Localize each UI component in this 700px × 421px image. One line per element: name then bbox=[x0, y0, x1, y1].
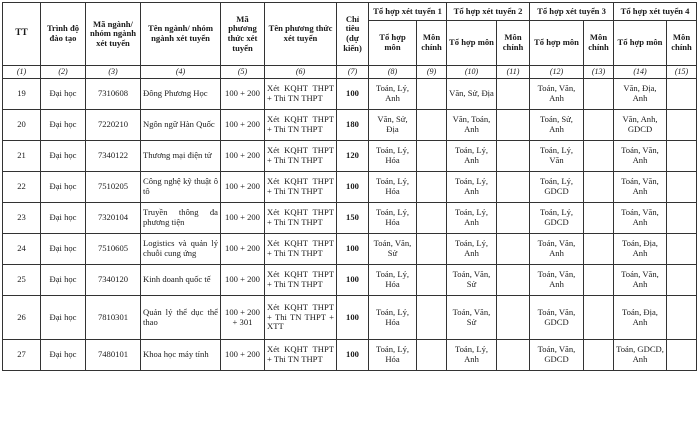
header-mon-chinh: Môn chính bbox=[497, 21, 530, 66]
cell-method-name: Xét KQHT THPT + Thi TN THPT bbox=[265, 234, 337, 265]
table-row bbox=[3, 203, 697, 234]
cell-combo-2: Toán, Văn, Sử bbox=[447, 296, 497, 340]
cell-major-name: Logistics và quản lý chuỗi cung ứng bbox=[141, 234, 221, 265]
cell-level: Đại học bbox=[41, 79, 86, 110]
column-number: (14) bbox=[614, 66, 667, 79]
cell-combo-3: Toán, Văn, Anh bbox=[530, 79, 584, 110]
cell-combo-2: Toán, Lý, Anh bbox=[447, 203, 497, 234]
cell-main-3 bbox=[584, 265, 614, 296]
cell-combo-2: Toán, Văn, Sử bbox=[447, 265, 497, 296]
cell-combo-4: Toán, Văn, Anh bbox=[614, 203, 667, 234]
column-number: (2) bbox=[41, 66, 86, 79]
cell-level: Đại học bbox=[41, 340, 86, 371]
cell-combo-4: Văn, Anh, GDCD bbox=[614, 110, 667, 141]
cell-main-2 bbox=[497, 234, 530, 265]
cell-major-name: Khoa học máy tính bbox=[141, 340, 221, 371]
cell-main-1 bbox=[417, 172, 447, 203]
cell-code: 7510605 bbox=[86, 234, 141, 265]
cell-quota: 100 bbox=[337, 79, 369, 110]
cell-combo-1: Toán, Văn, Sử bbox=[369, 234, 417, 265]
cell-tt: 19 bbox=[3, 79, 41, 110]
cell-combo-1: Toán, Lý, Hóa bbox=[369, 203, 417, 234]
cell-code: 7810301 bbox=[86, 296, 141, 340]
cell-main-2 bbox=[497, 203, 530, 234]
cell-quota: 100 bbox=[337, 234, 369, 265]
header-to-hop-3: Tổ hợp xét tuyển 3 bbox=[530, 3, 614, 21]
table-row bbox=[3, 296, 697, 340]
admissions-table bbox=[2, 2, 697, 371]
cell-code: 7220210 bbox=[86, 110, 141, 141]
header-row-1 bbox=[3, 3, 697, 21]
cell-combo-3: Toán, Sử, Anh bbox=[530, 110, 584, 141]
cell-combo-2: Toán, Lý, Anh bbox=[447, 234, 497, 265]
cell-combo-4: Toán, GDCD, Anh bbox=[614, 340, 667, 371]
cell-major-name: Ngôn ngữ Hàn Quốc bbox=[141, 110, 221, 141]
cell-combo-4: Toán, Địa, Anh bbox=[614, 296, 667, 340]
cell-tt: 20 bbox=[3, 110, 41, 141]
cell-main-4 bbox=[667, 234, 697, 265]
column-number: (13) bbox=[584, 66, 614, 79]
cell-combo-1: Toán, Lý, Anh bbox=[369, 79, 417, 110]
cell-combo-4: Toán, Văn, Anh bbox=[614, 172, 667, 203]
cell-combo-4: Toán, Văn, Anh bbox=[614, 265, 667, 296]
column-number: (10) bbox=[447, 66, 497, 79]
cell-main-3 bbox=[584, 203, 614, 234]
table-row bbox=[3, 110, 697, 141]
column-number: (9) bbox=[417, 66, 447, 79]
table-row bbox=[3, 234, 697, 265]
cell-tt: 21 bbox=[3, 141, 41, 172]
cell-combo-1: Toán, Lý, Hóa bbox=[369, 340, 417, 371]
header-chi-tieu: Chỉ tiêu (dự kiến) bbox=[337, 3, 369, 66]
cell-main-1 bbox=[417, 265, 447, 296]
cell-method-code: 100 + 200 bbox=[221, 340, 265, 371]
cell-main-4 bbox=[667, 110, 697, 141]
cell-main-2 bbox=[497, 172, 530, 203]
column-number: (5) bbox=[221, 66, 265, 79]
cell-main-1 bbox=[417, 234, 447, 265]
cell-method-name: Xét KQHT THPT + Thi TN THPT bbox=[265, 265, 337, 296]
admissions-table-sheet bbox=[2, 2, 697, 371]
header-to-hop-mon: Tổ hợp môn bbox=[447, 21, 497, 66]
cell-combo-2: Văn, Sử, Địa bbox=[447, 79, 497, 110]
cell-code: 7310608 bbox=[86, 79, 141, 110]
header-trinh-do: Trình độ đào tạo bbox=[41, 3, 86, 66]
header-to-hop-mon: Tổ hợp môn bbox=[614, 21, 667, 66]
cell-method-name: Xét KQHT THPT + Thi TN THPT bbox=[265, 340, 337, 371]
cell-method-name: Xét KQHT THPT + Thi TN THPT bbox=[265, 141, 337, 172]
header-ma-phuong-thuc: Mã phương thức xét tuyển bbox=[221, 3, 265, 66]
header-tt: TT bbox=[3, 3, 41, 66]
cell-quota: 150 bbox=[337, 203, 369, 234]
table-row bbox=[3, 141, 697, 172]
cell-combo-4: Văn, Địa, Anh bbox=[614, 79, 667, 110]
header-to-hop-mon: Tổ hợp môn bbox=[530, 21, 584, 66]
cell-combo-1: Toán, Lý, Hóa bbox=[369, 141, 417, 172]
cell-main-2 bbox=[497, 141, 530, 172]
header-mon-chinh: Môn chính bbox=[417, 21, 447, 66]
header-mon-chinh: Môn chính bbox=[584, 21, 614, 66]
cell-method-code: 100 + 200 bbox=[221, 234, 265, 265]
cell-major-name: Đông Phương Học bbox=[141, 79, 221, 110]
header-mon-chinh: Môn chính bbox=[667, 21, 697, 66]
cell-method-code: 100 + 200 bbox=[221, 203, 265, 234]
cell-quota: 180 bbox=[337, 110, 369, 141]
column-number: (1) bbox=[3, 66, 41, 79]
cell-main-3 bbox=[584, 296, 614, 340]
header-to-hop-4: Tổ hợp xét tuyển 4 bbox=[614, 3, 697, 21]
cell-main-4 bbox=[667, 172, 697, 203]
cell-tt: 25 bbox=[3, 265, 41, 296]
cell-main-1 bbox=[417, 296, 447, 340]
cell-method-name: Xét KQHT THPT + Thi TN THPT bbox=[265, 110, 337, 141]
cell-main-4 bbox=[667, 141, 697, 172]
cell-tt: 26 bbox=[3, 296, 41, 340]
cell-method-code: 100 + 200 + 301 bbox=[221, 296, 265, 340]
cell-main-3 bbox=[584, 141, 614, 172]
table-row bbox=[3, 340, 697, 371]
cell-main-2 bbox=[497, 265, 530, 296]
cell-level: Đại học bbox=[41, 110, 86, 141]
cell-method-code: 100 + 200 bbox=[221, 110, 265, 141]
cell-quota: 100 bbox=[337, 172, 369, 203]
cell-method-name: Xét KQHT THPT + Thi TN THPT bbox=[265, 79, 337, 110]
cell-main-1 bbox=[417, 203, 447, 234]
cell-code: 7510205 bbox=[86, 172, 141, 203]
table-row bbox=[3, 172, 697, 203]
cell-code: 7340120 bbox=[86, 265, 141, 296]
cell-main-4 bbox=[667, 296, 697, 340]
cell-tt: 27 bbox=[3, 340, 41, 371]
cell-major-name: Thương mại điện tử bbox=[141, 141, 221, 172]
cell-combo-3: Toán, Lý, GDCD bbox=[530, 172, 584, 203]
cell-major-name: Kinh doanh quốc tế bbox=[141, 265, 221, 296]
column-number-row bbox=[3, 66, 697, 79]
column-number: (3) bbox=[86, 66, 141, 79]
cell-main-1 bbox=[417, 340, 447, 371]
cell-combo-3: Toán, Văn, GDCD bbox=[530, 296, 584, 340]
cell-combo-2: Văn, Toán, Anh bbox=[447, 110, 497, 141]
column-number: (6) bbox=[265, 66, 337, 79]
cell-code: 7480101 bbox=[86, 340, 141, 371]
cell-combo-1: Toán, Lý, Hóa bbox=[369, 296, 417, 340]
cell-combo-2: Toán, Lý, Anh bbox=[447, 340, 497, 371]
cell-combo-3: Toán, Lý, GDCD bbox=[530, 203, 584, 234]
column-number: (15) bbox=[667, 66, 697, 79]
cell-main-4 bbox=[667, 203, 697, 234]
cell-main-3 bbox=[584, 172, 614, 203]
cell-method-code: 100 + 200 bbox=[221, 172, 265, 203]
cell-combo-3: Toán, Văn, GDCD bbox=[530, 340, 584, 371]
cell-main-2 bbox=[497, 79, 530, 110]
cell-level: Đại học bbox=[41, 265, 86, 296]
cell-combo-2: Toán, Lý, Anh bbox=[447, 141, 497, 172]
cell-level: Đại học bbox=[41, 141, 86, 172]
cell-main-1 bbox=[417, 141, 447, 172]
cell-level: Đại học bbox=[41, 296, 86, 340]
cell-main-2 bbox=[497, 340, 530, 371]
cell-level: Đại học bbox=[41, 203, 86, 234]
cell-level: Đại học bbox=[41, 172, 86, 203]
header-ten-nganh: Tên ngành/ nhóm ngành xét tuyển bbox=[141, 3, 221, 66]
cell-code: 7340122 bbox=[86, 141, 141, 172]
cell-tt: 23 bbox=[3, 203, 41, 234]
cell-main-4 bbox=[667, 79, 697, 110]
cell-major-name: Công nghệ kỹ thuật ô tô bbox=[141, 172, 221, 203]
cell-method-name: Xét KQHT THPT + Thi TN THPT bbox=[265, 172, 337, 203]
cell-quota: 100 bbox=[337, 296, 369, 340]
column-number: (11) bbox=[497, 66, 530, 79]
cell-main-4 bbox=[667, 340, 697, 371]
cell-combo-1: Văn, Sử, Địa bbox=[369, 110, 417, 141]
header-to-hop-mon: Tổ hợp môn bbox=[369, 21, 417, 66]
header-to-hop-2: Tổ hợp xét tuyển 2 bbox=[447, 3, 530, 21]
cell-major-name: Truyền thông đa phương tiện bbox=[141, 203, 221, 234]
column-number: (8) bbox=[369, 66, 417, 79]
cell-main-3 bbox=[584, 110, 614, 141]
cell-method-name: Xét KQHT THPT + Thi TN THPT + XTT bbox=[265, 296, 337, 340]
cell-combo-3: Toán, Văn, Anh bbox=[530, 234, 584, 265]
cell-level: Đại học bbox=[41, 234, 86, 265]
header-ten-phuong-thuc: Tên phương thức xét tuyển bbox=[265, 3, 337, 66]
cell-main-4 bbox=[667, 265, 697, 296]
cell-method-code: 100 + 200 bbox=[221, 265, 265, 296]
cell-tt: 24 bbox=[3, 234, 41, 265]
cell-main-2 bbox=[497, 110, 530, 141]
cell-method-code: 100 + 200 bbox=[221, 141, 265, 172]
cell-code: 7320104 bbox=[86, 203, 141, 234]
cell-main-1 bbox=[417, 110, 447, 141]
header-ma-nganh: Mã ngành/ nhóm ngành xét tuyển bbox=[86, 3, 141, 66]
cell-quota: 100 bbox=[337, 340, 369, 371]
table-row bbox=[3, 265, 697, 296]
header-to-hop-1: Tổ hợp xét tuyển 1 bbox=[369, 3, 447, 21]
column-number: (12) bbox=[530, 66, 584, 79]
column-number: (7) bbox=[337, 66, 369, 79]
cell-method-name: Xét KQHT THPT + Thi TN THPT bbox=[265, 203, 337, 234]
cell-quota: 120 bbox=[337, 141, 369, 172]
cell-main-2 bbox=[497, 296, 530, 340]
cell-main-3 bbox=[584, 234, 614, 265]
column-number: (4) bbox=[141, 66, 221, 79]
cell-main-3 bbox=[584, 79, 614, 110]
cell-combo-1: Toán, Lý, Hóa bbox=[369, 172, 417, 203]
cell-combo-4: Toán, Địa, Anh bbox=[614, 234, 667, 265]
cell-main-3 bbox=[584, 340, 614, 371]
cell-combo-4: Toán, Văn, Anh bbox=[614, 141, 667, 172]
cell-combo-3: Toán, Lý, Văn bbox=[530, 141, 584, 172]
cell-main-1 bbox=[417, 79, 447, 110]
cell-combo-2: Toán, Lý, Anh bbox=[447, 172, 497, 203]
table-row bbox=[3, 79, 697, 110]
cell-tt: 22 bbox=[3, 172, 41, 203]
cell-combo-3: Toán, Văn, Anh bbox=[530, 265, 584, 296]
cell-method-code: 100 + 200 bbox=[221, 79, 265, 110]
cell-major-name: Quản lý thể dục thể thao bbox=[141, 296, 221, 340]
cell-quota: 100 bbox=[337, 265, 369, 296]
cell-combo-1: Toán, Lý, Hóa bbox=[369, 265, 417, 296]
